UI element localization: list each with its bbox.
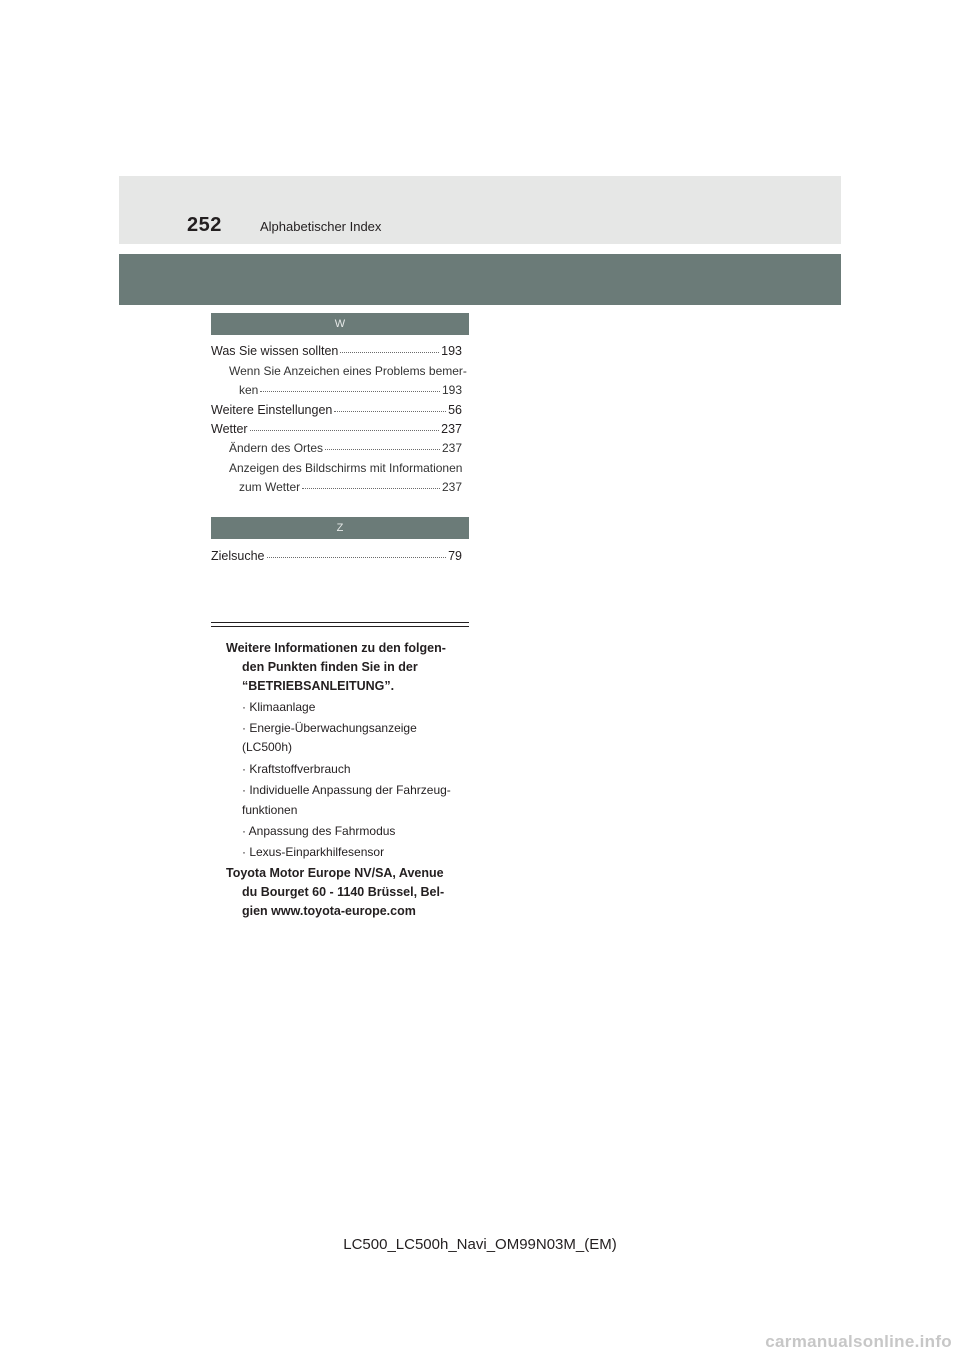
info-list-item: · Energie-Überwachungsanzeige [242,721,417,735]
entry-page: 56 [448,403,462,417]
watermark: carmanualsonline.info [765,1332,952,1351]
leader-dots [334,402,446,412]
info-list-item: · Anpassung des Fahrmodus [242,824,396,838]
entry-page: 237 [441,480,462,494]
info-text: “BETRIEBSANLEITUNG”. [242,679,395,693]
entry-label: Zielsuche [211,549,265,563]
company-address: Toyota Motor Europe NV/SA, Avenue [226,866,444,880]
index-subentry[interactable] [239,480,462,494]
info-text: den Punkten finden Sie in der [242,660,418,674]
leader-dots [340,343,439,353]
divider [211,626,469,627]
entry-page: 237 [441,422,462,436]
entry-label: ken [239,383,259,397]
leader-dots [260,382,440,392]
document-code: LC500_LC500h_Navi_OM99N03M_(EM) [343,1236,617,1253]
page-number: 252 [187,214,222,236]
index-entry[interactable] [211,549,462,563]
info-text: Weitere Informationen zu den folgen- [226,641,446,655]
index-entry[interactable] [211,422,462,436]
index-entry[interactable] [211,344,462,358]
leader-dots [325,440,440,450]
leader-dots [267,548,447,558]
header-band [119,176,841,244]
entry-label: Anzeigen des Bildschirms mit Informationen [229,461,463,475]
info-list-item: · Kraftstoffverbrauch [242,762,351,776]
index-entry[interactable] [211,403,462,417]
company-address: gien www.toyota-europe.com [242,904,416,918]
info-list-item: (LC500h) [242,740,293,754]
info-list-item: · Individuelle Anpassung der Fahrzeug- [242,783,451,797]
info-list-item: funktionen [242,803,298,817]
entry-page: 237 [441,441,462,455]
entry-label: Ändern des Ortes [229,441,324,455]
entry-label: Wetter [211,422,248,436]
entry-label: zum Wetter [239,480,301,494]
entry-page: 79 [448,549,462,563]
leader-dots [250,421,440,431]
entry-label: Wenn Sie Anzeichen eines Problems bemer- [229,364,467,378]
company-address: du Bourget 60 - 1140 Brüssel, Bel- [242,885,445,899]
header-title: Alphabetischer Index [260,219,382,234]
index-subentry[interactable] [229,441,462,455]
index-subentry[interactable] [239,383,462,397]
leader-dots [302,479,440,489]
entry-page: 193 [441,344,462,358]
section-letter-w: W [211,313,469,335]
section-band [119,254,841,305]
entry-page: 193 [441,383,462,397]
divider [211,622,469,623]
entry-label: Weitere Einstellungen [211,403,333,417]
info-list-item: · Klimaanlage [242,700,316,714]
section-letter-z: Z [211,517,469,539]
entry-label: Was Sie wissen sollten [211,344,339,358]
info-list-item: · Lexus-Einparkhilfesensor [242,845,385,859]
